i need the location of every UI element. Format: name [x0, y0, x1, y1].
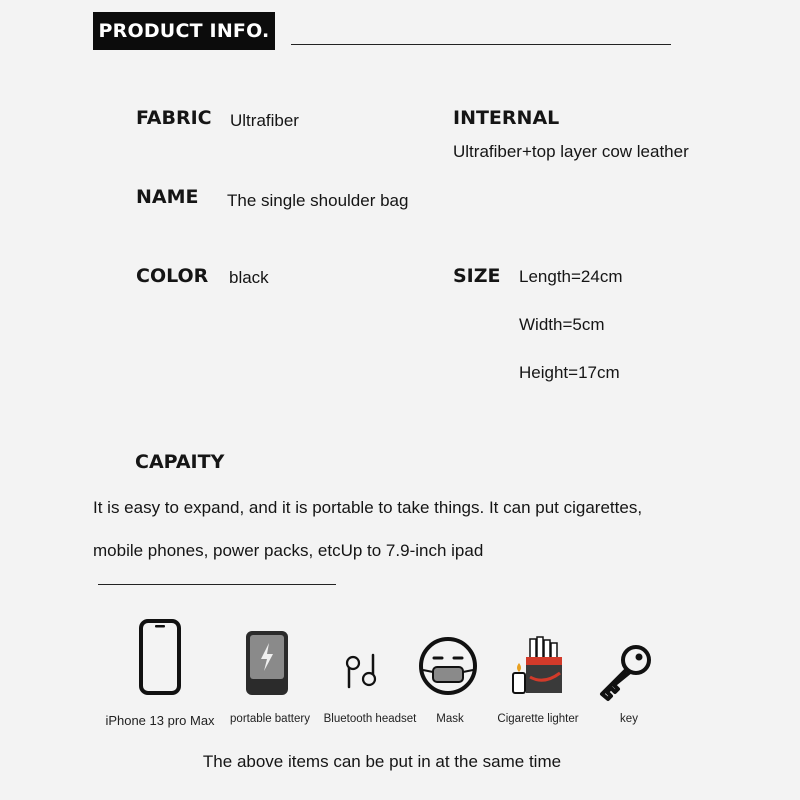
size-width: Width=5cm	[519, 315, 605, 334]
fabric-value: Ultrafiber	[230, 111, 299, 130]
fabric-label: FABRIC	[136, 107, 212, 129]
color-value: black	[229, 268, 269, 287]
item-label-key: key	[620, 713, 638, 725]
item-label-iphone: iPhone 13 pro Max	[105, 713, 215, 728]
item-label-battery: portable battery	[230, 713, 310, 725]
size-label: SIZE	[453, 265, 501, 287]
earbuds-icon	[341, 649, 381, 693]
battery-icon	[241, 627, 293, 699]
item-label-headset: Bluetooth headset	[323, 713, 417, 725]
mask-icon	[416, 634, 480, 698]
phone-icon	[136, 617, 184, 697]
capacity-label: CAPAITY	[135, 451, 225, 473]
capacity-line-1: It is easy to expand, and it is portable to take things. It can put cigarettes,	[93, 498, 643, 517]
capacity-divider	[98, 584, 336, 585]
size-length: Length=24cm	[519, 267, 623, 286]
header-divider	[291, 44, 671, 45]
size-height: Height=17cm	[519, 363, 620, 382]
item-label-mask: Mask	[436, 713, 464, 725]
footer-note: The above items can be put in at the same time	[202, 752, 562, 771]
color-label: COLOR	[136, 265, 209, 287]
item-label-lighter: Cigarette lighter	[497, 713, 579, 725]
internal-value: Ultrafiber+top layer cow leather	[453, 142, 689, 161]
cigarette-lighter-icon	[506, 633, 570, 697]
name-value: The single shoulder bag	[227, 191, 409, 210]
product-info-title: PRODUCT INFO.	[98, 20, 270, 42]
product-info-banner	[93, 12, 275, 50]
key-icon	[596, 642, 656, 702]
internal-label: INTERNAL	[453, 107, 560, 129]
capacity-line-2: mobile phones, power packs, etcUp to 7.9-inch ipad	[93, 541, 484, 560]
name-label: NAME	[136, 186, 199, 208]
